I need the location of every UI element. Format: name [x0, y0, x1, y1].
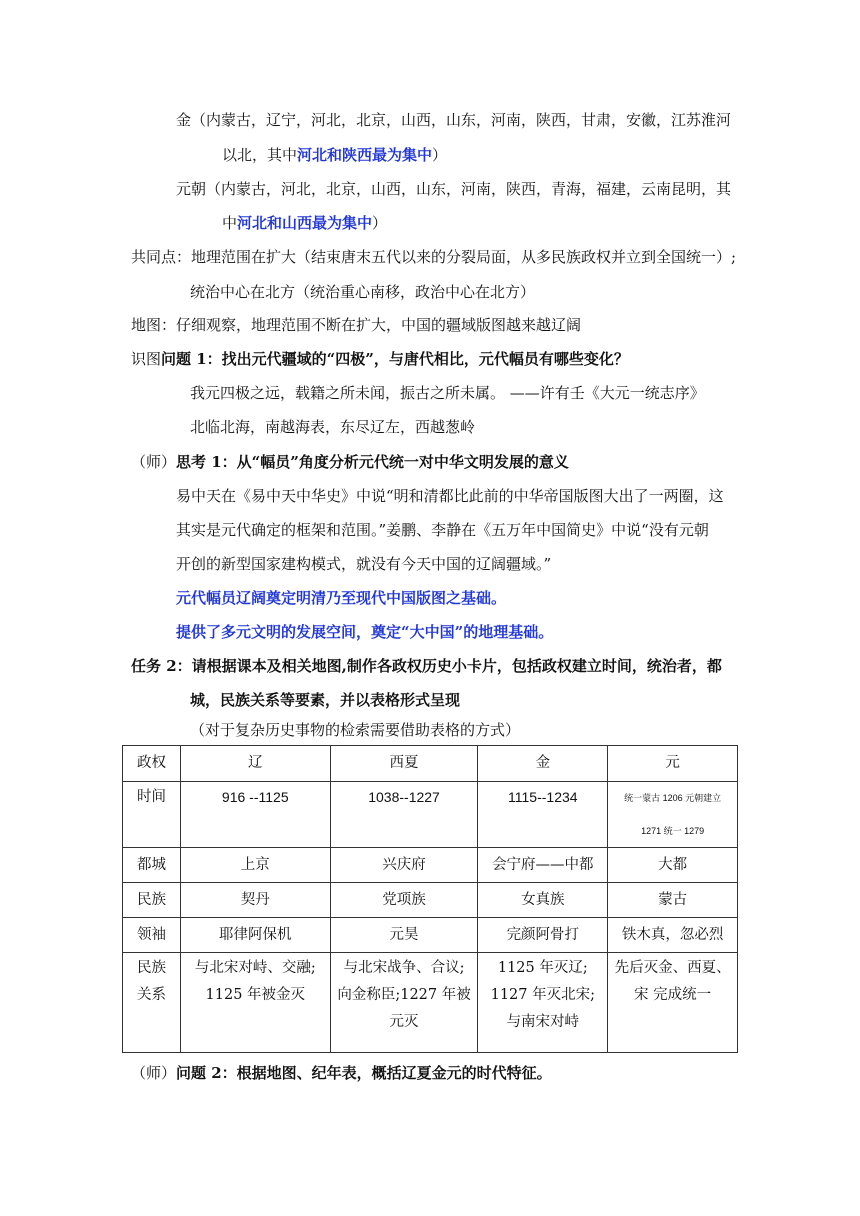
common-line-2: 统治中心在北方（统治重心南移，政治中心在北方）: [190, 283, 536, 301]
question-2: （师）问题 2：根据地图、纪年表，概括辽夏金元的时代特征。: [131, 1064, 552, 1082]
liao-capital: 上京: [180, 848, 330, 883]
jin-line-2: 以北，其中河北和陕西最为集中）: [222, 146, 448, 164]
yuan-line-1: 元朝（内蒙古，河北，北京，山西，山东，河南，陕西，青海，福建，云南昆明，其: [176, 180, 732, 198]
xixia-ethnic: 党项族: [330, 883, 478, 918]
row-label-ethnic: 民族: [123, 883, 181, 918]
task-2-line-2: 城，民族关系等要素，并以表格形式呈现: [190, 691, 461, 709]
row-label-leader: 领袖: [123, 918, 181, 953]
yuan-highlight: 河北和山西最为集中: [237, 214, 373, 232]
header-regime: 政权: [123, 746, 181, 782]
yuan-relations: 先后灭金、西夏、 宋 完成统一: [608, 953, 738, 1053]
quote-2: 北临北海，南越海表，东尽辽左，西越葱岭: [190, 418, 476, 436]
yuan-line-2: 中河北和山西最为集中）: [222, 214, 388, 232]
header-xixia: 西夏: [330, 746, 478, 782]
row-label-relations: 民族 关系: [123, 953, 181, 1053]
liao-leader: 耶律阿保机: [180, 918, 330, 953]
jin-capital: 会宁府——中都: [478, 848, 608, 883]
yuan-leader: 铁木真，忽必烈: [608, 918, 738, 953]
xixia-capital: 兴庆府: [330, 848, 478, 883]
table-row-capital: [123, 848, 738, 883]
common-line-1: 共同点：地理范围在扩大（结束唐末五代以来的分裂局面，从多民族政权并立到全国统一）;: [131, 248, 737, 266]
xixia-leader: 元昊: [330, 918, 478, 953]
header-yuan: 元: [608, 746, 738, 782]
jin-ethnic: 女真族: [478, 883, 608, 918]
table-row-leader: [123, 918, 738, 953]
task-2-note: （对于复杂历史事物的检索需要借助表格的方式）: [190, 721, 521, 739]
header-liao: 辽: [180, 746, 330, 782]
question-1: 识图问题 1：找出元代疆域的“四极”，与唐代相比，元代幅员有哪些变化？: [131, 350, 629, 368]
table-row-ethnic: [123, 883, 738, 918]
jin-line-1: 金（内蒙古，辽宁，河北，北京，山西，山东，河南，陕西，甘肃，安徽，江苏淮河: [176, 111, 732, 129]
liao-time: 916 --1125: [180, 782, 330, 848]
table-row-relations: [123, 953, 738, 1053]
quote-1: 我元四极之远，载籍之所未闻，振古之所未属。 ——许有壬《大元一统志序》: [190, 384, 705, 402]
map-note: 地图：仔细观察，地理范围不断在扩大，中国的疆域版图越来越辽阔: [131, 316, 582, 334]
yuan-capital: 大都: [608, 848, 738, 883]
xixia-time: 1038--1227: [330, 782, 478, 848]
yuan-time: 统一蒙古 1206 元朝建立 1271 统一 1279: [608, 782, 738, 848]
jin-relations: 1125 年灭辽; 1127 年灭北宋; 与南宋对峙: [478, 953, 608, 1053]
header-jin: 金: [478, 746, 608, 782]
regime-card-table: [122, 745, 738, 1053]
jin-leader: 完颜阿骨打: [478, 918, 608, 953]
yuan-ethnic: 蒙古: [608, 883, 738, 918]
liao-ethnic: 契丹: [180, 883, 330, 918]
think-1-para-line-2: 其实是元代确定的框架和范围。”姜鹏、李静在《五万年中国简史》中说“没有元朝: [176, 521, 709, 539]
conclusion-2: 提供了多元文明的发展空间，奠定“大中国”的地理基础。: [176, 623, 554, 641]
liao-relations: 与北宋对峙、交融; 1125 年被金灭: [180, 953, 330, 1053]
think-1-para-line-3: 开创的新型国家建构模式，就没有今天中国的辽阔疆域。”: [176, 555, 552, 573]
think-1: （师）思考 1：从“幅员”角度分析元代统一对中华文明发展的意义: [131, 453, 569, 471]
task-2-line-1: 任务 2：请根据课本及相关地图,制作各政权历史小卡片，包括政权建立时间，统治者，都: [131, 657, 722, 675]
table-row-time: [123, 782, 738, 848]
row-label-time: 时间: [123, 782, 181, 848]
xixia-relations: 与北宋战争、合议; 向金称臣;1227 年被 元灭: [330, 953, 478, 1053]
jin-highlight: 河北和陕西最为集中: [297, 146, 433, 164]
table-header-row: [123, 746, 738, 782]
jin-time: 1115--1234: [478, 782, 608, 848]
think-1-para-line-1: 易中天在《易中天中华史》中说“明和清都比此前的中华帝国版图大出了一两圈，这: [176, 487, 724, 505]
conclusion-1: 元代幅员辽阔奠定明清乃至现代中国版图之基础。: [176, 589, 507, 607]
row-label-capital: 都城: [123, 848, 181, 883]
